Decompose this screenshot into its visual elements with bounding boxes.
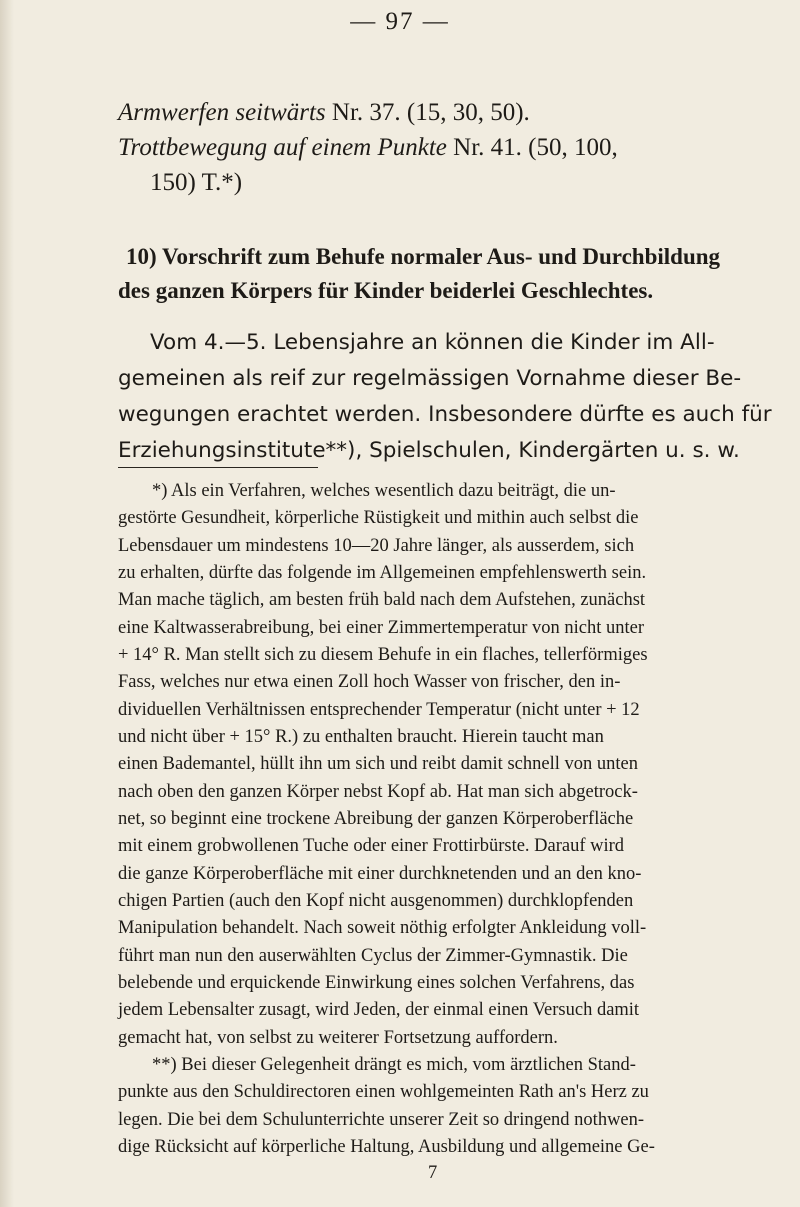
exercise-line-3	[150, 165, 790, 200]
signature-mark: 7	[428, 1163, 438, 1183]
exercise-line-1	[118, 95, 758, 130]
footnote-line: dige Rücksicht auf körperliche Haltung, Ausbildung und allgemeine Ge-	[118, 1137, 655, 1157]
footnote-line: *) Als ein Verfahren, welches wesentlich dazu beiträgt, die un-	[152, 481, 616, 501]
footnote-line: einen Bademantel, hüllt ihn um sich und reibt damit schnell von unten	[118, 754, 638, 774]
footnote-line: zu erhalten, dürfte das folgende im Allgemeinen empfehlenswerth sein.	[118, 563, 647, 583]
paragraph-line-4: Erziehungsinstitute**), Spielschulen, Kindergärten u. s. w.	[118, 438, 740, 463]
page-number: — 97 —	[350, 8, 450, 35]
exercise-details: Nr. 41. (50, 100,	[446, 134, 618, 161]
footnote-line: jedem Lebensalter zusagt, wird Jeden, der einmal einen Versuch damit	[118, 1000, 640, 1020]
exercise-name: Armwerfen seitwärts	[118, 99, 326, 126]
footnote-line: eine Kaltwasserabreibung, bei einer Zimmertemperatur von nicht unter	[118, 618, 645, 638]
footnote-line: nach oben den ganzen Körper nebst Kopf ab. Hat man sich abgetrock-	[118, 782, 638, 802]
exercise-details: 150) T.*)	[150, 169, 243, 196]
footnote-line: mit einem grobwollenen Tuche oder einer Frottirbürste. Darauf wird	[118, 836, 625, 856]
footnote-line: net, so beginnt eine trockene Abreibung der ganzen Körperoberfläche	[118, 809, 634, 829]
footnote-line: dividuellen Verhältnissen entsprechender Temperatur (nicht unter + 12	[118, 700, 640, 720]
footnote-line: führt man nun den auserwählten Cyclus der Zimmer-Gymnastik. Die	[118, 946, 628, 966]
page-edge-shadow	[0, 0, 14, 1207]
paragraph-line-2: gemeinen als reif zur regelmässigen Vornahme dieser Be-	[118, 366, 742, 391]
exercise-details: Nr. 37. (15, 30, 50).	[325, 99, 530, 126]
footnote-separator	[118, 467, 318, 468]
footnote-line: die ganze Körperoberfläche mit einer durchknetenden und an den kno-	[118, 864, 642, 884]
footnote-line: Manipulation behandelt. Nach soweit nöthig erfolgter Ankleidung voll-	[118, 918, 647, 938]
footnote-line: chigen Partien (auch den Kopf nicht ausgenommen) durchklopfenden	[118, 891, 634, 911]
paragraph-line-1: Vom 4.—5. Lebensjahre an können die Kinder im All-	[150, 330, 715, 355]
footnote-line: **) Bei dieser Gelegenheit drängt es mich, vom ärztlichen Stand-	[152, 1055, 636, 1075]
footnote-line: gestörte Gesundheit, körperliche Rüstigkeit und mithin auch selbst die	[118, 508, 639, 528]
exercise-name: Trottbewegung auf einem Punkte	[118, 134, 447, 161]
footnote-line: belebende und erquickende Einwirkung eines solchen Verfahrens, das	[118, 973, 635, 993]
section-heading-line-1: 10) Vorschrift zum Behufe normaler Aus- und Durchbildung	[126, 244, 721, 269]
footnote-line: legen. Die bei dem Schulunterrichte unserer Zeit so dringend nothwen-	[118, 1110, 645, 1130]
footnote-line: und nicht über + 15° R.) zu enthalten braucht. Hierein taucht man	[118, 727, 604, 747]
footnote-line: Lebensdauer um mindestens 10—20 Jahre länger, als ausserdem, sich	[118, 536, 635, 556]
footnote-line: + 14° R. Man stellt sich zu diesem Behufe in ein flaches, tellerförmiges	[118, 645, 648, 665]
footnote-line: Man mache täglich, am besten früh bald nach dem Aufstehen, zunächst	[118, 590, 646, 610]
footnote-line: gemacht hat, von selbst zu weiterer Fortsetzung auffordern.	[118, 1028, 558, 1048]
section-heading-line-2: des ganzen Körpers für Kinder beiderlei Geschlechtes.	[118, 278, 654, 303]
exercise-line-2	[118, 130, 758, 165]
footnote-line: punkte aus den Schuldirectoren einen wohlgemeinten Rath an's Herz zu	[118, 1082, 649, 1102]
footnote-line: Fass, welches nur etwa einen Zoll hoch Wasser von frischer, den in-	[118, 672, 621, 692]
paragraph-line-3: wegungen erachtet werden. Insbesondere dürfte es auch für	[118, 402, 772, 427]
